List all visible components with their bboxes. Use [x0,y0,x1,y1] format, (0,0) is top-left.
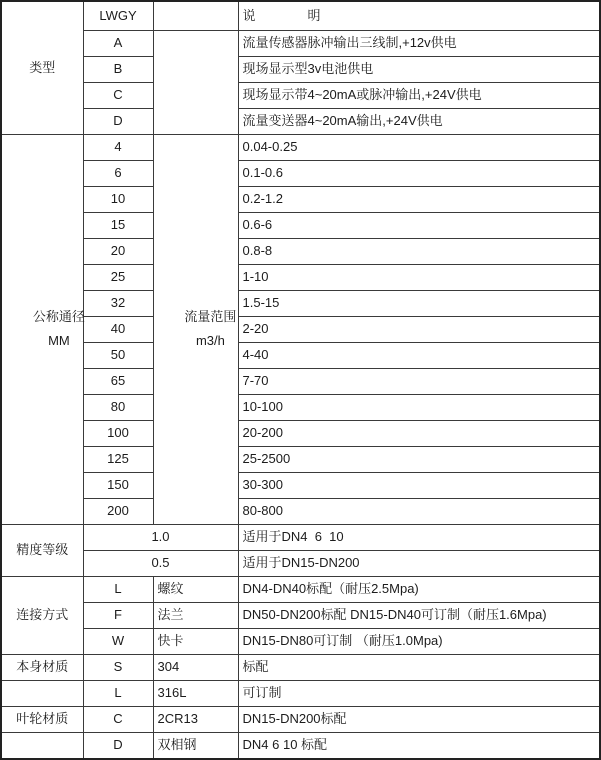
dn-value-cell: 20 [83,238,153,264]
accuracy-value-cell: 0.5 [83,550,238,576]
connection-code-cell: W [83,628,153,654]
material-desc-cell: DN15-DN200标配 [238,706,600,732]
model-code-header-cell: LWGY [83,1,153,30]
table-row [1,82,600,108]
flow-range-cell: 2-20 [238,316,600,342]
dn-value-cell: 80 [83,394,153,420]
material-name-cell: 双相钢 [153,732,238,759]
table-row [1,576,600,602]
type-middle-empty-cell [153,30,238,134]
table-row [1,56,600,82]
connection-name-cell: 快卡 [153,628,238,654]
connection-name-cell: 法兰 [153,602,238,628]
material-code-cell: L [83,680,153,706]
table-row [1,420,600,446]
flow-range-cell: 0.6-6 [238,212,600,238]
type-code-cell: C [83,82,153,108]
table-row [1,30,600,56]
flow-range-column-label [153,134,238,524]
flow-range-cell: 0.8-8 [238,238,600,264]
table-row [1,680,600,706]
flow-range-cell: 1.5-15 [238,290,600,316]
flow-range-label-line2: m3/h [195,333,225,348]
material-desc-cell: 标配 [238,654,600,680]
flow-range-cell: 80-800 [238,498,600,524]
accuracy-desc-cell: 适用于DN4 6 10 [238,524,600,550]
accuracy-section-label: 精度等级 [1,524,83,576]
dn-value-cell: 4 [83,134,153,160]
flow-range-cell: 0.04-0.25 [238,134,600,160]
flow-range-cell: 20-200 [238,420,600,446]
dn-value-cell: 25 [83,264,153,290]
table-row [1,446,600,472]
table-row [1,108,600,134]
dn-value-cell: 65 [83,368,153,394]
table-row [1,134,600,160]
table-row [1,342,600,368]
impeller-label-empty-cell [1,680,83,706]
table-row [1,160,600,186]
type-code-cell: A [83,30,153,56]
table-row [1,602,600,628]
flow-range-cell: 0.1-0.6 [238,160,600,186]
table-row [1,290,600,316]
material-code-cell: C [83,706,153,732]
table-row [1,524,600,550]
type-middle-header-empty-cell [153,1,238,30]
dn-value-cell: 32 [83,290,153,316]
type-desc-cell: 现场显示带4~20mA或脉冲输出,+24V供电 [238,82,600,108]
table-row [1,550,600,576]
type-code-cell: B [83,56,153,82]
connection-desc-cell: DN4-DN40标配（耐压2.5Mpa) [238,576,600,602]
table-row [1,368,600,394]
flow-range-cell: 0.2-1.2 [238,186,600,212]
description-header-cell: 说 明 [238,1,600,30]
type-desc-cell: 流量变送器4~20mA输出,+24V供电 [238,108,600,134]
connection-code-cell: L [83,576,153,602]
material-desc-cell: 可订制 [238,680,600,706]
flow-range-label-line1: 流量范围 [184,309,237,324]
table-row [1,186,600,212]
accuracy-desc-cell: 适用于DN15-DN200 [238,550,600,576]
dn-value-cell: 6 [83,160,153,186]
flow-range-cell: 7-70 [238,368,600,394]
body-material-section-label: 本身材质 [1,654,83,680]
flow-range-cell: 1-10 [238,264,600,290]
dn-value-cell: 15 [83,212,153,238]
table-row [1,238,600,264]
connection-desc-cell: DN50-DN200标配 DN15-DN40可订制（耐压1.6Mpa) [238,602,600,628]
flow-range-cell: 30-300 [238,472,600,498]
table-row [1,264,600,290]
table-row [1,732,600,759]
connection-desc-cell: DN15-DN80可订制 （耐压1.0Mpa) [238,628,600,654]
flow-range-cell: 25-2500 [238,446,600,472]
impeller-material-section-label: 叶轮材质 [1,706,83,732]
material-desc-cell: DN4 6 10 标配 [238,732,600,759]
diameter-label-line2: MM [48,333,70,348]
material-code-cell: S [83,654,153,680]
dn-value-cell: 150 [83,472,153,498]
dn-value-cell: 40 [83,316,153,342]
table-row [1,472,600,498]
dn-value-cell: 200 [83,498,153,524]
connection-section-label: 连接方式 [1,576,83,654]
table-row [1,316,600,342]
dn-value-cell: 50 [83,342,153,368]
table-row [1,498,600,524]
type-desc-cell: 现场显示型3v电池供电 [238,56,600,82]
connection-name-cell: 螺纹 [153,576,238,602]
material-name-cell: 316L [153,680,238,706]
table-row [1,654,600,680]
impeller-label-empty-cell [1,732,83,759]
material-name-cell: 2CR13 [153,706,238,732]
table-row [1,212,600,238]
table-row [1,394,600,420]
table-row [1,628,600,654]
flow-range-cell: 10-100 [238,394,600,420]
type-code-cell: D [83,108,153,134]
dn-value-cell: 10 [83,186,153,212]
dn-value-cell: 125 [83,446,153,472]
flow-range-cell: 4-40 [238,342,600,368]
material-name-cell: 304 [153,654,238,680]
table-row [1,706,600,732]
dn-value-cell: 100 [83,420,153,446]
connection-code-cell: F [83,602,153,628]
table-row [1,1,600,30]
diameter-label-line1: 公称通径 [32,309,85,324]
type-section-label: 类型 [1,1,83,134]
accuracy-value-cell: 1.0 [83,524,238,550]
diameter-section-label [1,134,83,524]
type-desc-cell: 流量传感器脉冲输出三线制,+12v供电 [238,30,600,56]
material-code-cell: D [83,732,153,759]
